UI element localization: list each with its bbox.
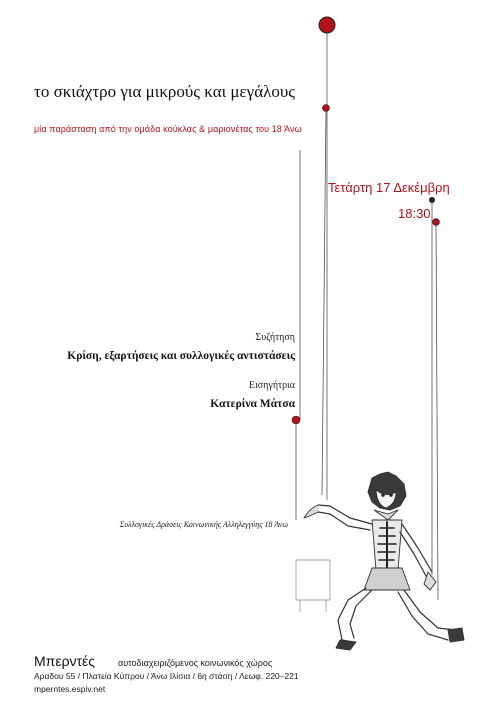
- event-date: Τετάρτη 17 Δεκέμβρη: [328, 180, 450, 195]
- poster-subtitle: μία παράσταση από την ομάδα κούκλας & μαριονέτας του 18 Άνω: [34, 124, 302, 134]
- time-bead: [433, 219, 440, 226]
- title-bead: [323, 105, 330, 112]
- puppet-figure: [296, 472, 464, 650]
- organizer-credit: Συλλογικές Δράσεις Κοινωνικής Αλληλεγγύης 18 Άνω: [119, 520, 288, 529]
- string-time: [436, 222, 438, 600]
- poster-title: το σκιάχτρο για μικρούς και μεγάλους: [34, 82, 295, 101]
- string-title: [322, 108, 326, 495]
- speaker-label: Εισηγήτρια: [248, 380, 295, 391]
- talk-label: Συζήτηση: [255, 332, 295, 343]
- speaker-bead: [292, 416, 300, 424]
- top-bead: [319, 17, 335, 33]
- venue-name: Μπερντές: [34, 653, 96, 669]
- marionette-strings: [296, 30, 438, 600]
- speaker-name: Κατερίνα Μάτσα: [210, 398, 295, 410]
- venue-description: αυτοδιαχειριζόμενος κοινωνικός χώρος: [118, 658, 273, 668]
- event-time: 18:30: [398, 206, 431, 221]
- talk-title: Κρίση, εξαρτήσεις και συλλογικές αντιστάσεις: [67, 350, 295, 362]
- venue-website[interactable]: mperntes.espiv.net: [34, 684, 106, 694]
- venue-address: Αραδου 55 / Πλατεία Κύπρου / Άνω Ιλίσια / 6η στάση / Λεωφ. 220–221: [34, 671, 299, 681]
- date-bead: [429, 197, 435, 203]
